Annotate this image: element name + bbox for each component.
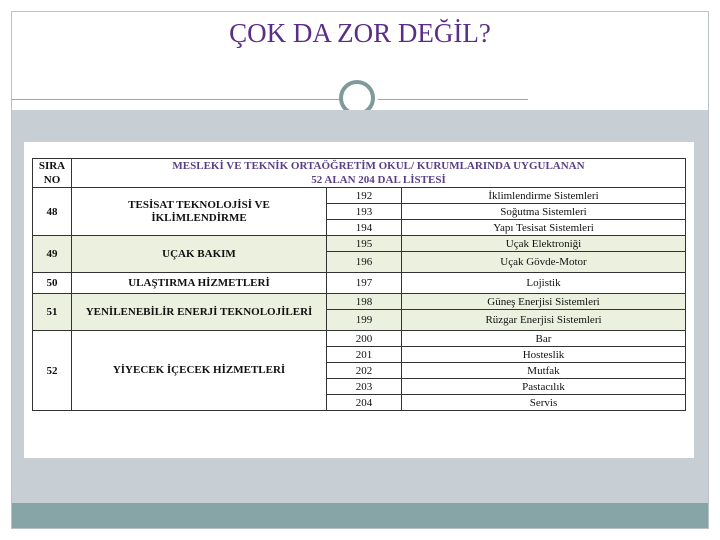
cell-sira-no: 50 (33, 273, 72, 294)
cell-sira-no: 51 (33, 294, 72, 331)
alan-name-line1: ULAŞTIRMA HİZMETLERİ (128, 276, 270, 289)
cell-sira-no: 48 (33, 188, 72, 236)
table-body (33, 188, 686, 411)
title-divider-right (378, 99, 528, 100)
cell-dal-no: 204 (327, 395, 402, 411)
program-list-table (32, 158, 686, 411)
cell-dal-no: 196 (327, 252, 402, 273)
cell-dal-no: 202 (327, 363, 402, 379)
cell-dal-no: 193 (327, 204, 402, 220)
cell-dal-no: 199 (327, 310, 402, 331)
cell-dal-no: 203 (327, 379, 402, 395)
cell-dal-name: Güneş Enerjisi Sistemleri (402, 294, 686, 310)
cell-dal-name: Uçak Elektroniği (402, 236, 686, 252)
cell-dal-no: 192 (327, 188, 402, 204)
table-row (33, 188, 686, 204)
table-row (33, 294, 686, 310)
cell-alan-name (72, 294, 327, 331)
cell-sira-no: 52 (33, 331, 72, 411)
cell-dal-name: Rüzgar Enerjisi Sistemleri (402, 310, 686, 331)
alan-name-line1: YENİLENEBİLİR ENERJİ TEKNOLOJİLERİ (85, 305, 313, 318)
cell-dal-name: Bar (402, 331, 686, 347)
alan-name-line2: İKLİMLENDİRME (151, 211, 247, 224)
cell-dal-no: 200 (327, 331, 402, 347)
cell-alan-name (72, 236, 327, 273)
header-title (72, 159, 686, 188)
cell-dal-name: İklimlendirme Sistemleri (402, 188, 686, 204)
alan-name-line1: UÇAK BAKIM (162, 247, 236, 260)
cell-dal-no: 194 (327, 220, 402, 236)
cell-dal-no: 201 (327, 347, 402, 363)
cell-dal-name: Pastacılık (402, 379, 686, 395)
table-row (33, 273, 686, 294)
cell-sira-no: 49 (33, 236, 72, 273)
alan-name-line1: TESİSAT TEKNOLOJİSİ VE (128, 198, 270, 211)
alan-name-line1: YİYECEK İÇECEK HİZMETLERİ (112, 364, 286, 376)
cell-dal-name: Uçak Gövde-Motor (402, 252, 686, 273)
table-image-panel (24, 142, 694, 458)
cell-dal-no: 197 (327, 273, 402, 294)
table-header-row (33, 159, 686, 188)
cell-alan-name (72, 331, 327, 411)
footer-band (12, 503, 708, 528)
cell-dal-name: Hosteslik (402, 347, 686, 363)
header-title-line1: MESLEKİ VE TEKNİK ORTAÖĞRETİM OKUL/ KURUMLARINDA UYGULANAN (172, 160, 585, 172)
cell-alan-name (72, 273, 327, 294)
header-sira-no (33, 159, 72, 188)
table-row (33, 331, 686, 347)
cell-alan-name (72, 188, 327, 236)
cell-dal-name: Servis (402, 395, 686, 411)
cell-dal-name: Mutfak (402, 363, 686, 379)
cell-dal-name: Soğutma Sistemleri (402, 204, 686, 220)
cell-dal-no: 195 (327, 236, 402, 252)
header-title-line2: 52 ALAN 204 DAL LİSTESİ (311, 174, 446, 186)
header-no-label: NO (43, 174, 61, 186)
header-sira-label: SIRA (38, 160, 66, 172)
slide-title: ÇOK DA ZOR DEĞİL? (229, 18, 491, 48)
cell-dal-no: 198 (327, 294, 402, 310)
cell-dal-name: Yapı Tesisat Sistemleri (402, 220, 686, 236)
table-row (33, 236, 686, 252)
cell-dal-name: Lojistik (402, 273, 686, 294)
title-divider-left (12, 99, 342, 100)
